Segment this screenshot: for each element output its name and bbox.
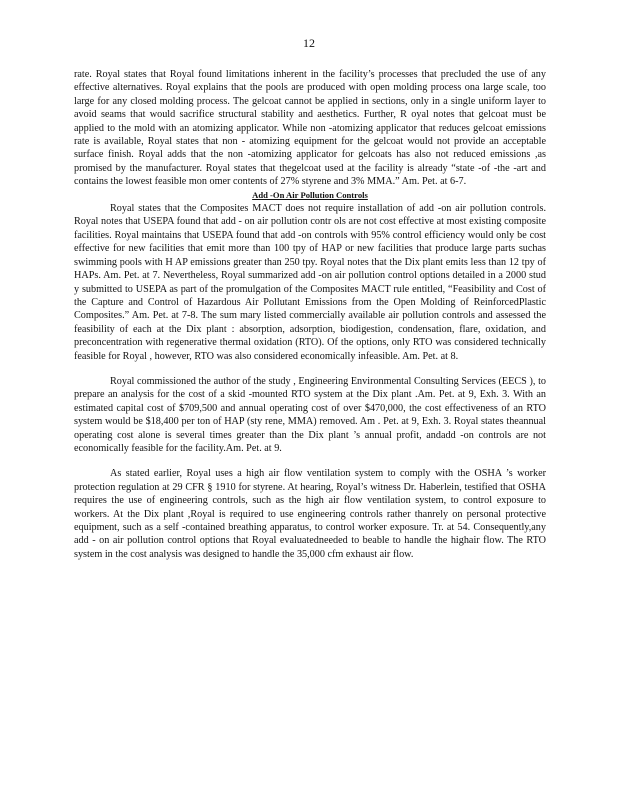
document-body: [74, 68, 546, 561]
paragraph-add-on-controls: Royal states that the Composites MACT does not require installation of add -on air pollution controls. Royal notes that USEPA found that add - on air pollution contr ols are not cost effective at most existing composite facilities. Royal maintains that USEPA found that add -on controls with 95% control efficiency would only be cost effective for new facilities that emit more than 100 tpy of HAP or new facilities that produce large parts suchas swimming pools with H AP emissions greater than 250 tpy. Royal notes that the Dix plant emits less than 12 tpy of HAPs. Am. Pet. at 7. Nevertheless, Royal summarized add -on air pollution control options detailed in a 2000 stud y submitted to USEPA as part of the promulgation of the Composites MACT rule entitled, “Feasibility and Cost of the Capture and Control of Hazardous Air Pollutant Emissions from the Open Molding of ReinforcedPlastic Composites.” Am. Pet. at 7-8. The sum mary listed commercially available air pollution controls and assessed the feasibility of each at the Dix plant : absorption, adsorption, biodigestion, condensation, flare, oxidation, and preconcentration with regenerative thermal oxidation (RTO). Of the options, only RTO was considered technically feasible for Royal , however, RTO was also considered economically infeasible. Am. Pet. at 8.: [74, 203, 546, 362]
paragraph-osha-ventilation: As stated earlier, Royal uses a high air flow ventilation system to comply with the OSHA ’s worker protection regulation at 29 CFR § 1910 for styrene. At hearing, Royal’s witness Dr. Haberlein, testified that OSHA requires the use of engineering controls, such as the high air flow ventilation system, to control exposure to workers. At the Dix plant ,Royal is required to use engineering controls rather thanrely on personal protective equipment, such as a self -contained breathing apparatus, to control worker exposure. Tr. at 54. Consequently,any add - on air pollution control options that Royal evaluatedneeded to beable to handle the highair flow. The RTO system in the cost analysis was designed to handle the 35,000 cfm exhaust air flow.: [74, 468, 546, 560]
paragraph-continuation: rate. Royal states that Royal found limitations inherent in the facility’s processes that precluded the use of any effective alternatives. Royal explains that the pools are produced with open molding process ona large scale, too large for any closed molding process. The gelcoat cannot be applied in sections, only in a single uniform layer to avoid seams that would sacrifice structural stability and aesthetics. Further, R oyal notes that gelcoat must be applied to the mold with an atomizing applicator. While non -atomizing applicator that reduces gelcoat emissions rate is available, Royal states that non - atomizing equipment for the gelcoat would not provide an acceptable surface finish. Royal adds that the non -atomizing applicator for gelcoats has also not reduced emissions ,as promised by the manufacturer. Royal states that thegelcoat used at the facility is already “state -of -the -art and contains the lowest feasible mon omer contents of 27% styrene and 3% MMA.” Am. Pet. at 6-7.: [74, 69, 546, 188]
section-heading: Add -On Air Pollution Controls: [252, 189, 368, 200]
page-number: 12: [303, 36, 315, 50]
paragraph-rto-cost-analysis: Royal commissioned the author of the study , Engineering Environmental Consulting Services (EECS ), to prepare an analysis for the cost of a skid -mounted RTO system at the Dix plant .Am. Pet. at 9, Exh. 3. With an estimated capital cost of $709,500 and annual operating cost of over $470,000, the cost effectiveness of an RTO system would be $18,400 per ton of HAP (sty rene, MMA) removed. Am . Pet. at 9, Exh. 3. Royal states theannual operating cost alone is several times greater than the Dix plant ’s annual profit, andadd -on controls are not economically feasible for the facility.Am. Pet. at 9.: [74, 375, 546, 454]
